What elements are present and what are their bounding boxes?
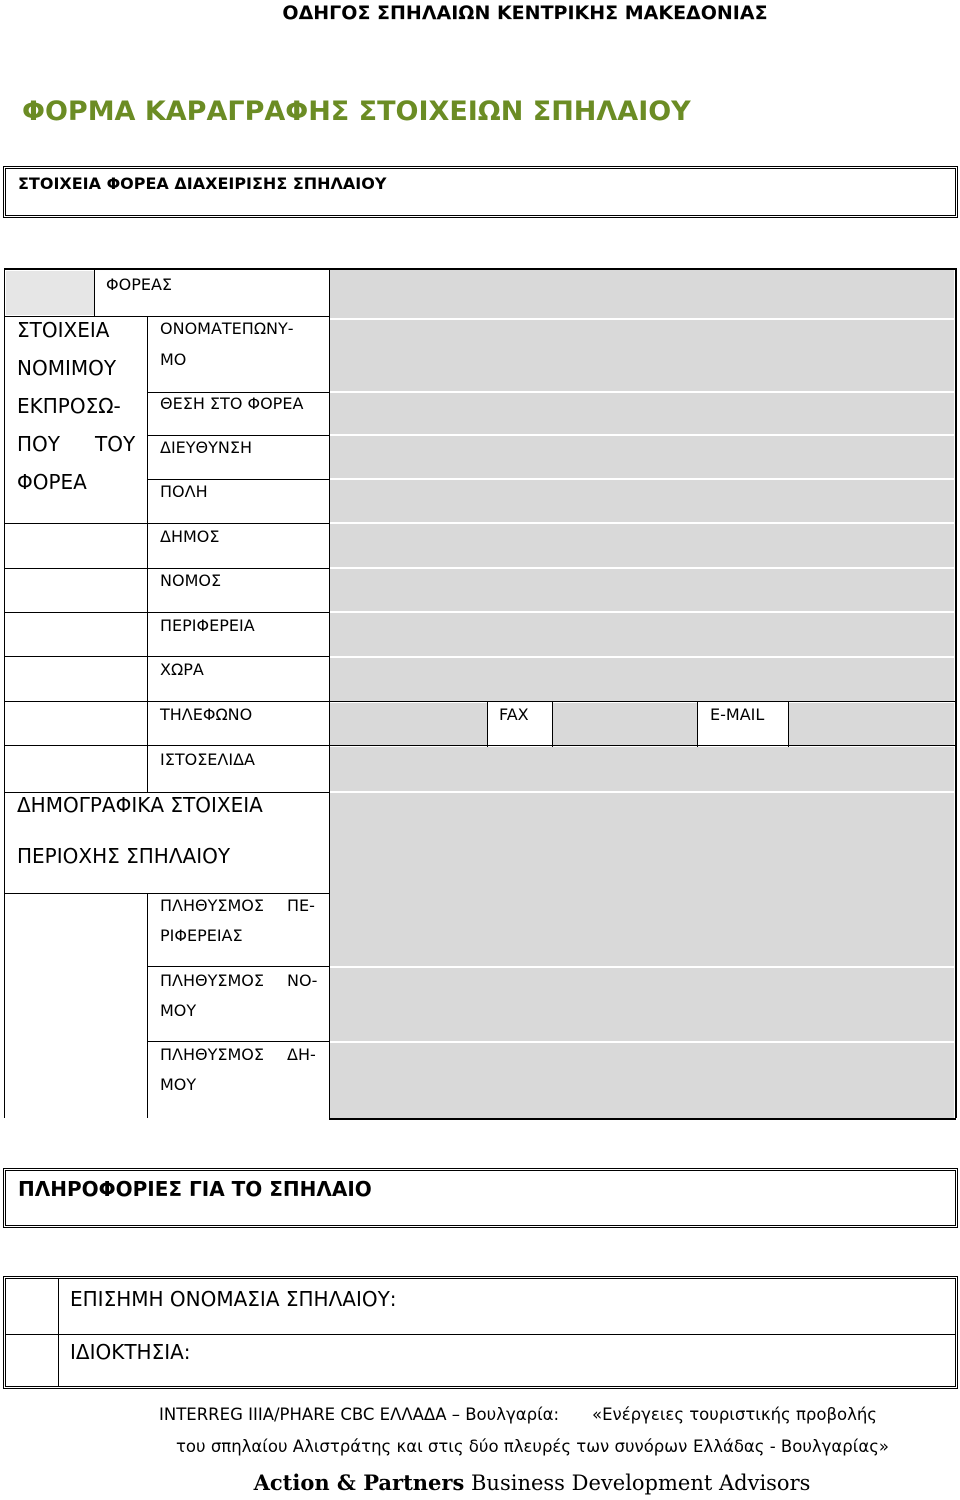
- legal-rep-line-1: ΣΤΟΙΧΕΙΑ: [17, 318, 110, 342]
- label-name-1: ΟΝΟΜΑΤΕΠΩΝΥ-: [160, 319, 294, 338]
- legal-rep-line-2: ΝΟΜΙΜΟΥ: [17, 356, 117, 380]
- label-pop-municipality-1b: ΔΗ-: [287, 1045, 316, 1064]
- label-pop-municipality-1a: ΠΛΗΘΥΣΜΟΣ: [160, 1045, 264, 1064]
- form-title: ΦΟΡΜΑ ΚΑΡΑΓΡΑΦΗΣ ΣΤΟΙΧΕΙΩΝ ΣΠΗΛΑΙΟΥ: [22, 96, 691, 127]
- email-value[interactable]: [789, 703, 954, 745]
- label-pop-region-2: ΡΙΦΕΡΕΙΑΣ: [160, 926, 243, 945]
- value-area-main[interactable]: [330, 270, 954, 701]
- label-city: ΠΟΛΗ: [160, 482, 208, 501]
- section-header-box-cave: [3, 1168, 958, 1228]
- legal-rep-line-4a: ΠΟΥ: [17, 432, 60, 456]
- brand-name: Action & Partners: [253, 1470, 465, 1495]
- label-region: ΠΕΡΙΦΕΡΕΙΑ: [160, 616, 255, 635]
- legal-rep-line-5: ΦΟΡΕΑ: [17, 470, 87, 494]
- footer-line-1b: «Ενέργειες τουριστικής προβολής: [592, 1405, 877, 1424]
- section-title-operator: ΣΤΟΙΧΕΙΑ ΦΟΡΕΑ ΔΙΑΧΕΙΡΙΣΗΣ ΣΠΗΛΑΙΟΥ: [18, 174, 387, 193]
- footer-line-2b: Ελλάδας - Βουλγαρίας»: [693, 1437, 890, 1456]
- label-municipality: ΔΗΜΟΣ: [160, 527, 220, 546]
- label-fax: FAX: [499, 705, 529, 724]
- label-website: ΙΣΤΟΣΕΛΙΔΑ: [160, 750, 255, 769]
- section-title-cave: ΠΛΗΡΟΦΟΡΙΕΣ ΓΙΑ ΤΟ ΣΠΗΛΑΙΟ: [18, 1177, 372, 1201]
- label-name-2: ΜΟ: [160, 350, 187, 369]
- label-pop-prefecture-2: ΜΟΥ: [160, 1001, 197, 1020]
- fax-value[interactable]: [553, 703, 697, 745]
- label-phone: ΤΗΛΕΦΩΝΟ: [160, 705, 253, 724]
- legal-rep-line-3: ΕΚΠΡΟΣΩ-: [17, 394, 121, 418]
- brand-tagline: Business Development Advisors: [471, 1471, 811, 1495]
- label-pop-municipality-2: ΜΟΥ: [160, 1075, 197, 1094]
- label-prefecture: ΝΟΜΟΣ: [160, 571, 222, 590]
- footer-line-1a: INTERREG IIIA/PHARE CBC ΕΛΛΑΔΑ – Βουλγαρία:: [159, 1405, 560, 1424]
- phone-value[interactable]: [330, 703, 487, 745]
- footer-line-2a: του σπηλαίου Αλιστράτης και στις δύο πλευρές των συνόρων: [176, 1437, 688, 1456]
- cave-info-table: [3, 1276, 958, 1389]
- document-header: ΟΔΗΓΟΣ ΣΠΗΛΑΙΩΝ ΚΕΝΤΡΙΚΗΣ ΜΑΚΕΔΟΝΙΑΣ: [282, 2, 768, 24]
- label-official-name: ΕΠΙΣΗΜΗ ΟΝΟΜΑΣΙΑ ΣΠΗΛΑΙΟΥ:: [70, 1287, 397, 1311]
- label-position: ΘΕΣΗ ΣΤΟ ΦΟΡΕΑ: [160, 394, 304, 413]
- footer-brand: [0, 1470, 960, 1495]
- section-header-box: [3, 166, 958, 218]
- label-pop-region-1b: ΠΕ-: [287, 896, 315, 915]
- label-demographics-1: ΔΗΜΟΓΡΑΦΙΚΑ ΣΤΟΙΧΕΙΑ: [17, 793, 263, 817]
- label-country: ΧΩΡΑ: [160, 660, 204, 679]
- label-email: E-MAIL: [710, 705, 765, 724]
- legal-rep-line-4b: ΤΟΥ: [95, 432, 136, 456]
- label-pop-region-1a: ΠΛΗΘΥΣΜΟΣ: [160, 896, 264, 915]
- population-values[interactable]: [330, 894, 954, 1118]
- label-demographics-2: ΠΕΡΙΟΧΗΣ ΣΠΗΛΑΙΟΥ: [17, 844, 231, 868]
- label-foreas: ΦΟΡΕΑΣ: [106, 275, 172, 294]
- label-pop-prefecture-1a: ΠΛΗΘΥΣΜΟΣ: [160, 971, 264, 990]
- operator-table: [0, 266, 960, 1121]
- label-ownership: ΙΔΙΟΚΤΗΣΙΑ:: [70, 1340, 191, 1364]
- label-address: ΔΙΕΥΘΥΝΣΗ: [160, 438, 253, 457]
- label-pop-prefecture-1b: ΝΟ-: [287, 971, 318, 990]
